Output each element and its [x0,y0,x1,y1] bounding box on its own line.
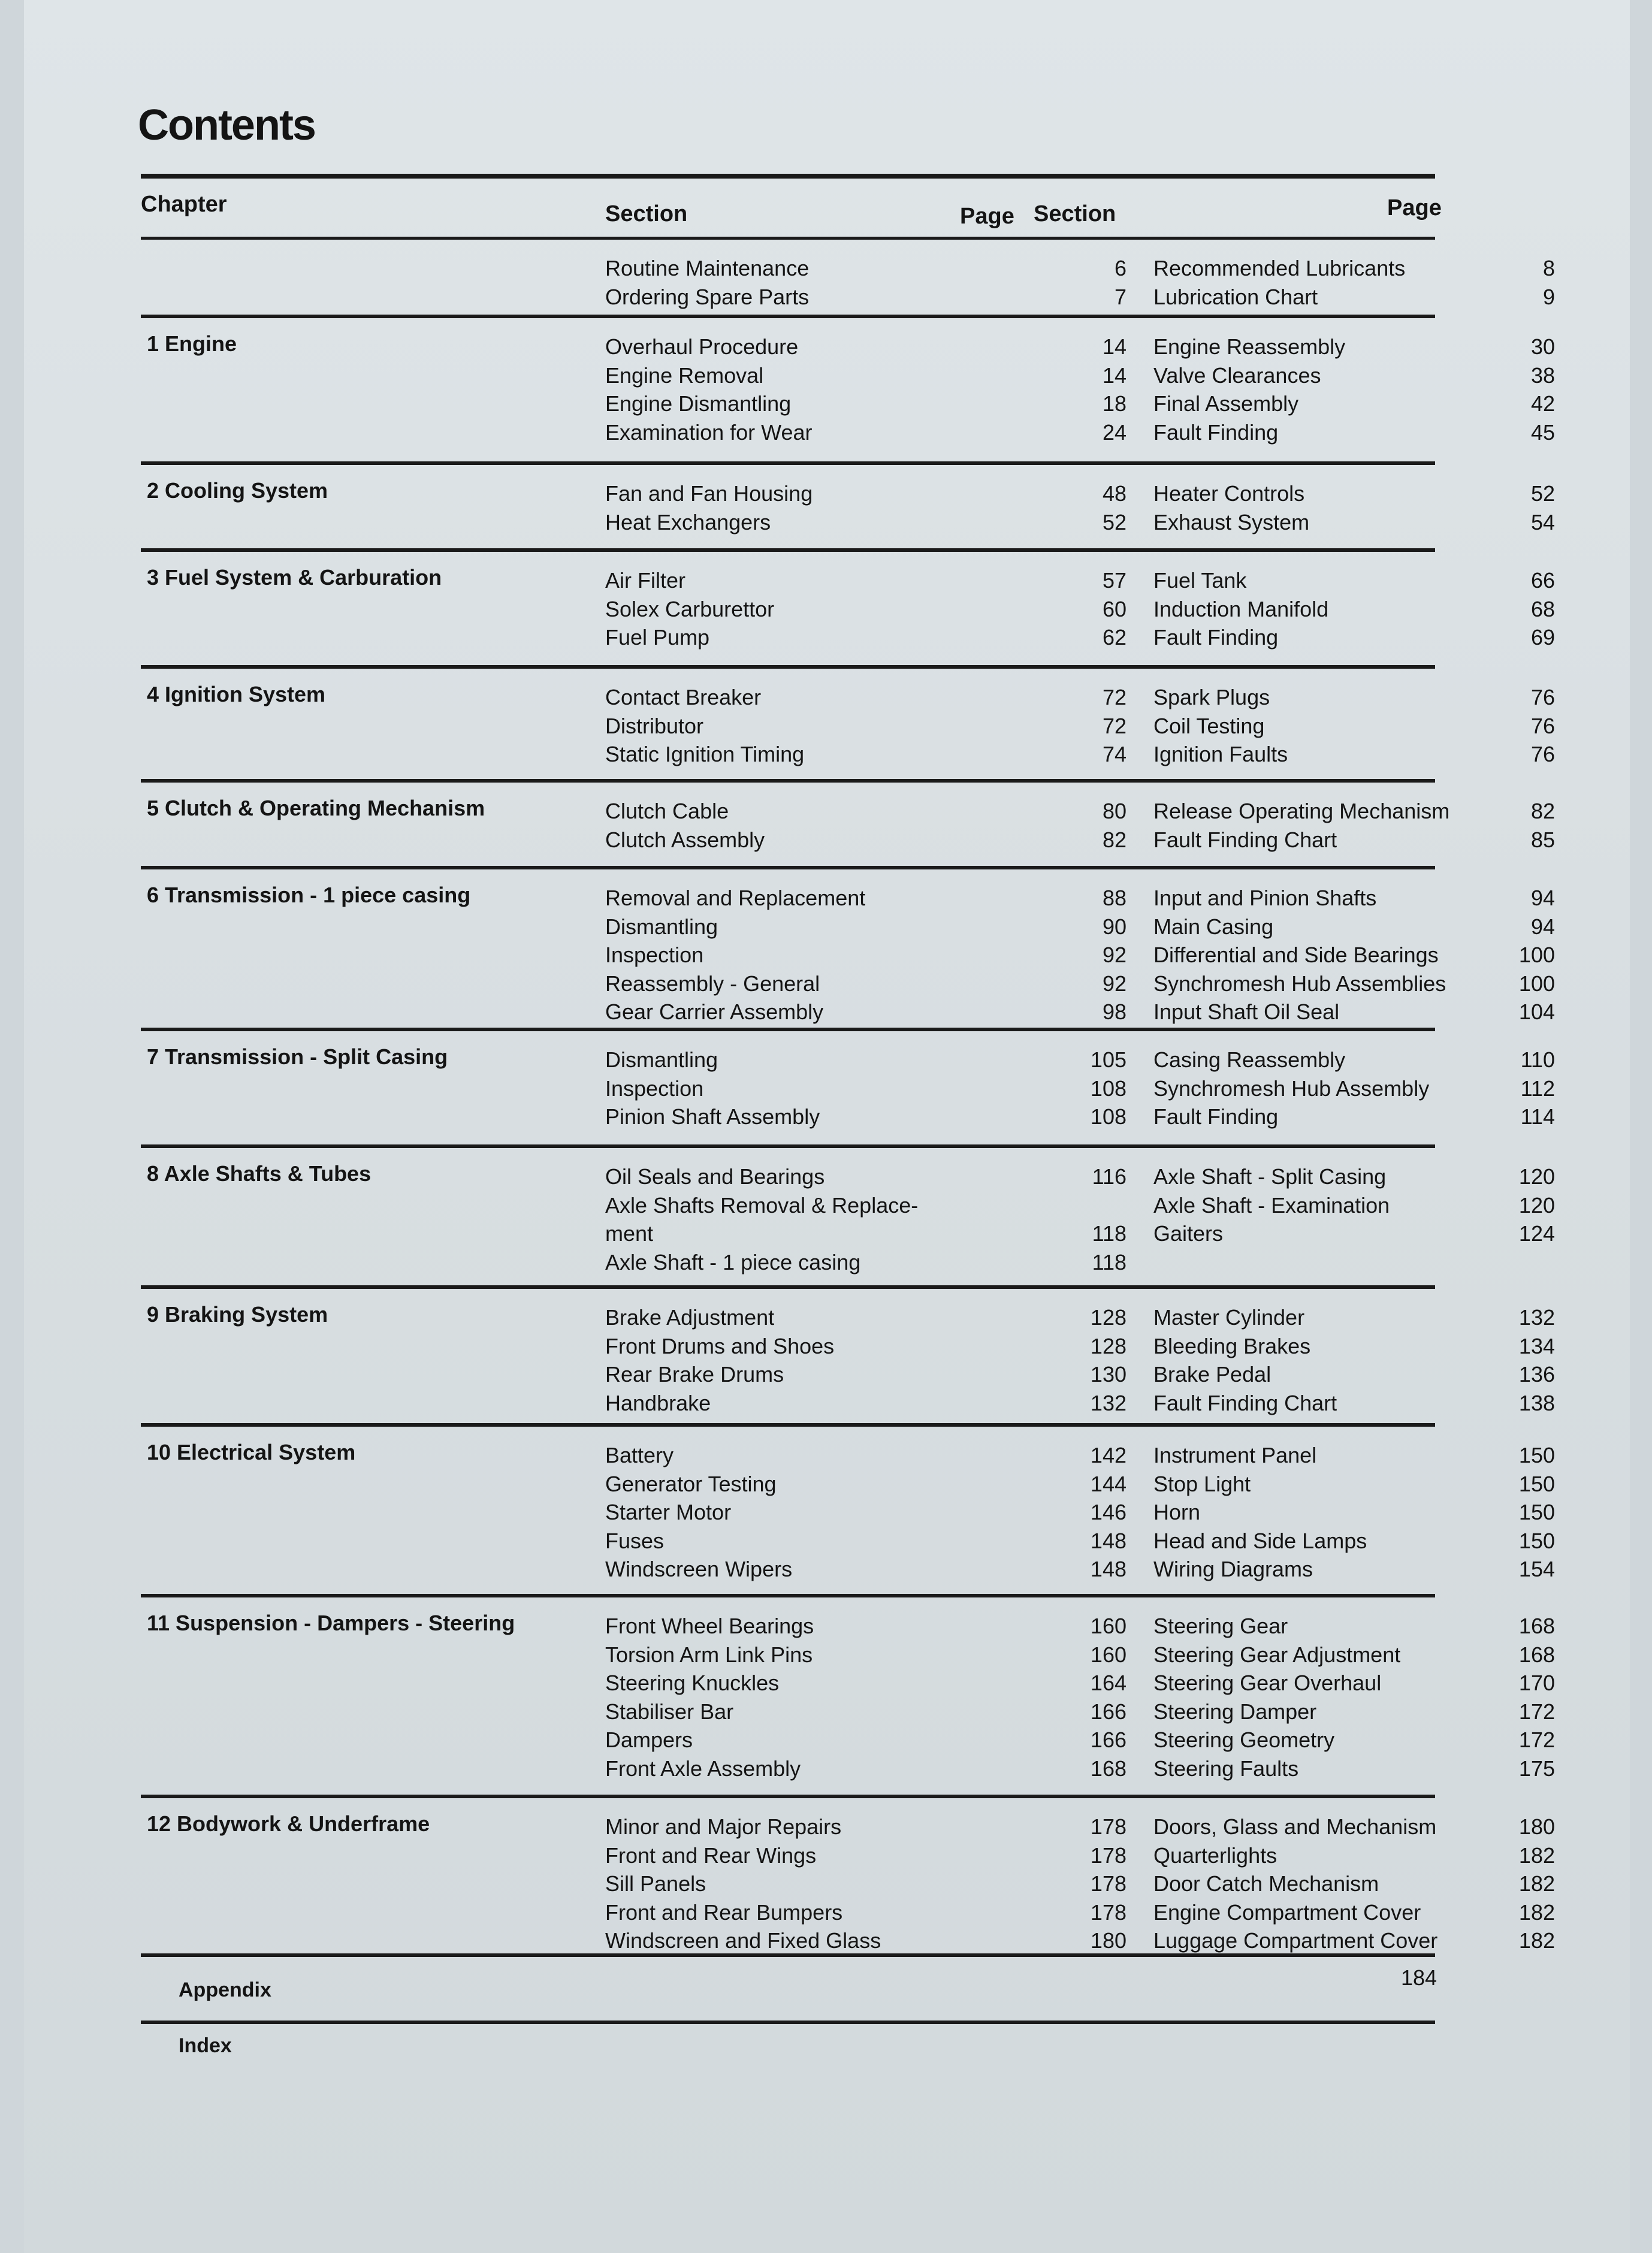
entry-title: Casing Reassembly [1153,1047,1346,1072]
entry-page: 178 [1090,1843,1126,1868]
chapter-title[interactable]: 1 Engine [147,331,237,356]
entry-page: 168 [1518,1614,1555,1638]
divider [141,2021,1435,2024]
entry-page: 172 [1518,1727,1555,1752]
entry-page: 150 [1518,1471,1555,1496]
entry-page: 104 [1518,999,1555,1024]
entry-page: 66 [1530,568,1555,593]
toc-entry[interactable] [1040,623,1555,652]
entry-page: 112 [1520,1076,1555,1101]
section-column-right [1040,333,1555,446]
entry-title: Axle Shaft - Split Casing [1153,1164,1387,1189]
entry-page: 146 [1090,1500,1126,1524]
entry-page: 130 [1090,1362,1126,1387]
entry-title: Coil Testing [1153,713,1265,738]
toc-entry[interactable] [1040,1303,1555,1332]
toc-entry[interactable] [1040,361,1555,390]
toc-entry[interactable] [1040,1555,1555,1584]
toc-entry[interactable] [1040,1498,1555,1527]
entry-title: Axle Shafts Removal & Replace- [605,1192,919,1218]
entry-page: 178 [1090,1899,1126,1925]
entry-title: Fuel Pump [605,625,710,650]
header-section-2: Section [1034,201,1116,226]
entry-page: 52 [1102,509,1126,534]
header-section: Section [605,201,688,226]
entry-page: 134 [1518,1333,1555,1358]
entry-page: 76 [1530,685,1555,709]
entry-page: 54 [1530,509,1555,534]
entry-title: Valve Clearances [1153,363,1321,388]
entry-page: 98 [1102,999,1126,1024]
entry-title: Spark Plugs [1153,685,1270,709]
entry-title: Front and Rear Bumpers [605,1899,843,1925]
entry-page: 76 [1530,742,1555,766]
toc-entry[interactable] [1040,508,1555,537]
entry-page: 160 [1090,1642,1126,1667]
index-label: Index [179,2034,232,2057]
section-column-right [1040,1303,1555,1417]
entry-page: 114 [1520,1104,1555,1129]
chapter-title[interactable]: 4 Ignition System [147,682,326,706]
entry-title: Brake Adjustment [605,1305,775,1330]
chapter-block [141,665,1555,766]
entry-page: 60 [1102,596,1126,621]
entry-page: 144 [1090,1471,1126,1496]
entry-page: 82 [1102,827,1126,852]
entry-page: 94 [1530,914,1555,939]
chapter-block [141,1285,1555,1415]
toc-entry[interactable] [1040,1669,1555,1698]
entry-page: 160 [1090,1614,1126,1638]
entry-page: 92 [1102,943,1126,967]
entry-title: Dismantling [605,914,718,939]
chapter-title[interactable]: 9 Braking System [147,1302,328,1327]
entry-page: 150 [1518,1528,1555,1553]
toc-entry[interactable] [1040,683,1555,712]
entry-page: 182 [1518,1843,1555,1868]
entry-title: Release Operating Mechanism [1153,799,1450,823]
entry-title: Contact Breaker [605,685,762,709]
chapter-block [141,548,1555,650]
toc-entry[interactable] [1040,1389,1555,1418]
entry-page: 166 [1090,1727,1126,1752]
entry-page: 180 [1090,1928,1126,1953]
entry-title: Steering Gear Overhaul [1153,1671,1382,1695]
entry-title: Exhaust System [1153,509,1310,534]
entry-title: Stabiliser Bar [605,1699,734,1724]
toc-entry[interactable] [1040,740,1555,769]
chapter-title[interactable]: 8 Axle Shafts & Tubes [147,1161,372,1186]
toc-entry[interactable] [1040,1813,1555,1841]
entry-page: 6 [1114,256,1126,280]
toc-entry[interactable] [1040,254,1555,283]
entry-page: 182 [1518,1928,1555,1953]
entry-title: Door Catch Mechanism [1153,1871,1379,1896]
toc-entry[interactable] [1040,1103,1555,1131]
section-column-right [1040,479,1555,536]
entry-title: Rear Brake Drums [605,1362,784,1387]
header-page-2: Page [1387,195,1442,221]
toc-entry[interactable] [605,1248,1126,1277]
entry-page: 142 [1090,1443,1126,1467]
entry-title: Fault Finding [1153,1104,1279,1129]
entry-title: Windscreen Wipers [605,1557,793,1581]
toc-entry[interactable] [1040,566,1555,595]
entry-title: Distributor [605,713,704,738]
divider [141,1953,1435,1957]
entry-title: Master Cylinder [1153,1305,1305,1330]
section-column-right [1040,1441,1555,1584]
entry-title: Examination for Wear [605,419,813,445]
entry-page: 30 [1530,334,1555,359]
section-column-right [1040,884,1555,1026]
toc-entry[interactable] [1040,418,1555,447]
toc-entry[interactable] [1040,1898,1555,1927]
entry-page: 18 [1102,391,1126,416]
entry-title: Generator Testing [605,1471,777,1496]
entry-title: Fault Finding Chart [1153,1390,1337,1415]
toc-entry[interactable] [1040,595,1555,624]
entry-title: Air Filter [605,568,685,593]
entry-page: 24 [1102,419,1126,445]
entry-page: 14 [1102,334,1126,359]
entry-page: 80 [1102,799,1126,823]
entry-title: Inspection [605,1076,704,1101]
entry-page: 14 [1102,363,1126,388]
entry-title: Front Drums and Shoes [605,1333,835,1358]
entry-page: 45 [1530,419,1555,445]
toc-entry[interactable] [1040,1527,1555,1556]
entry-page: 85 [1530,827,1555,852]
chapter-block [141,315,1555,445]
entry-page: 154 [1518,1557,1555,1581]
toc-entry[interactable] [1040,884,1555,913]
toc-entry[interactable] [1040,1926,1555,1955]
toc-entry[interactable] [1040,1046,1555,1074]
entry-title: Axle Shaft - Examination [1153,1192,1390,1218]
entry-page: 105 [1090,1047,1126,1072]
toc-entry[interactable] [1040,970,1555,998]
contents-page [24,0,1630,2253]
entry-title: Luggage Compartment Cover [1153,1928,1438,1953]
entry-page: 116 [1092,1164,1126,1189]
appendix-page: 184 [1401,1965,1437,1990]
entry-page: 168 [1090,1756,1126,1781]
entry-title: Gaiters [1153,1221,1224,1246]
chapter-title[interactable]: 10 Electrical System [147,1440,356,1464]
entry-title: Axle Shaft - 1 piece casing [605,1249,861,1275]
entry-title: Heater Controls [1153,481,1305,506]
entry-title: Engine Compartment Cover [1153,1899,1421,1925]
entry-page: 69 [1530,625,1555,650]
entry-page: 164 [1090,1671,1126,1695]
toc-entry[interactable] [1040,1698,1555,1726]
toc-entry[interactable] [1040,1191,1555,1220]
header-chapter: Chapter [141,192,227,217]
entry-page: 168 [1518,1642,1555,1667]
toc-entry[interactable] [1040,1870,1555,1898]
toc-entry[interactable] [1040,479,1555,508]
entry-page: 68 [1530,596,1555,621]
entry-title: Routine Maintenance [605,256,810,280]
entry-page: 38 [1530,363,1555,388]
entry-title: Synchromesh Hub Assembly [1153,1076,1430,1101]
toc-entry[interactable] [1040,1074,1555,1103]
chapter-block [141,866,1555,1024]
entry-page: 72 [1102,685,1126,709]
chapter-title[interactable]: 3 Fuel System & Carburation [147,565,442,590]
entry-page: 178 [1090,1871,1126,1896]
entry-page: 82 [1530,799,1555,823]
section-column-right [1040,1046,1555,1131]
entry-title: Quarterlights [1153,1843,1277,1868]
entry-title: Induction Manifold [1153,596,1329,621]
entry-page: 150 [1518,1500,1555,1524]
entry-title: Fuses [605,1528,665,1553]
entry-page: 170 [1518,1671,1555,1695]
entry-title: Engine Removal [605,363,764,388]
toc-entry[interactable] [1040,797,1555,826]
entry-title: Steering Faults [1153,1756,1299,1781]
entry-title: Solex Carburettor [605,596,775,621]
entry-page: 178 [1090,1814,1126,1839]
entry-title: Final Assembly [1153,391,1299,416]
entry-page: 172 [1518,1699,1555,1724]
toc-entry[interactable] [1040,1470,1555,1499]
section-column-right [1040,1612,1555,1783]
entry-page: 110 [1520,1047,1555,1072]
chapter-title[interactable]: 11 Suspension - Dampers - Steering [147,1611,515,1635]
entry-title: Starter Motor [605,1500,732,1524]
entry-title: Steering Gear [1153,1614,1288,1638]
entry-page: 120 [1518,1164,1555,1189]
entry-page: 132 [1090,1390,1126,1415]
toc-entry[interactable] [1040,712,1555,741]
entry-title: Fuel Tank [1153,568,1247,593]
toc-entry[interactable] [1040,913,1555,941]
section-column-right [1040,254,1555,311]
entry-page: 128 [1090,1305,1126,1330]
entry-title: Steering Geometry [1153,1727,1335,1752]
toc-entry[interactable] [1040,1332,1555,1361]
chapter-block [141,1594,1555,1781]
entry-page: 180 [1518,1814,1555,1839]
chapter-title[interactable]: 12 Bodywork & Underframe [147,1811,430,1836]
entry-title: Brake Pedal [1153,1362,1272,1387]
entry-title: Engine Dismantling [605,391,792,416]
entry-title: Dismantling [605,1047,718,1072]
toc-entry[interactable] [1040,1726,1555,1754]
entry-title: Heat Exchangers [605,509,771,534]
entry-page: 62 [1102,625,1126,650]
entry-title: Horn [1153,1500,1201,1524]
entry-title: Front and Rear Wings [605,1843,817,1868]
section-column-right [1040,683,1555,769]
entry-title: Lubrication Chart [1153,284,1318,309]
entry-page: 166 [1090,1699,1126,1724]
entry-title: Front Axle Assembly [605,1756,801,1781]
entry-page: 42 [1530,391,1555,416]
entry-page: 100 [1518,943,1555,967]
entry-page: 76 [1530,713,1555,738]
section-column-right [1040,1162,1555,1248]
entry-page: 175 [1518,1756,1555,1781]
entry-page: 136 [1518,1362,1555,1387]
page-title: Contents [138,101,315,149]
entry-page: 124 [1518,1221,1555,1246]
toc-entry[interactable] [1040,1441,1555,1470]
entry-page: 90 [1102,914,1126,939]
entry-title: Minor and Major Repairs [605,1814,842,1839]
entry-page: 148 [1090,1528,1126,1553]
entry-page: 48 [1102,481,1126,506]
entry-page: 148 [1090,1557,1126,1581]
entry-title: Overhaul Procedure [605,334,799,359]
entry-page: 72 [1102,713,1126,738]
entry-page: 182 [1518,1871,1555,1896]
toc-entry[interactable] [1040,1841,1555,1870]
chapter-block [141,1795,1555,1953]
entry-title: Inspection [605,943,704,967]
toc-entry[interactable] [1040,941,1555,970]
entry-page: 100 [1518,971,1555,996]
entry-page: 108 [1090,1076,1126,1101]
entry-title: Removal and Replacement [605,886,866,910]
entry-title: Sill Panels [605,1871,706,1896]
entry-title: Fan and Fan Housing [605,481,813,506]
entry-page: 118 [1092,1249,1126,1275]
entry-title: Fault Finding [1153,419,1279,445]
entry-title: Input and Pinion Shafts [1153,886,1377,910]
entry-page: 138 [1518,1390,1555,1415]
entry-title: ment [605,1221,654,1246]
entry-title: Oil Seals and Bearings [605,1164,825,1189]
entry-page: 88 [1102,886,1126,910]
entry-title: Ignition Faults [1153,742,1288,766]
entry-title: Clutch Assembly [605,827,765,852]
toc-entry[interactable] [1040,1360,1555,1389]
entry-title: Ordering Spare Parts [605,284,810,309]
entry-title: Gear Carrier Assembly [605,999,824,1024]
entry-title: Front Wheel Bearings [605,1614,814,1638]
toc-entry[interactable] [1040,998,1555,1026]
entry-title: Steering Gear Adjustment [1153,1642,1401,1667]
entry-title: Handbrake [605,1390,711,1415]
entry-title: Battery [605,1443,674,1467]
entry-title: Static Ignition Timing [605,742,805,766]
entry-title: Dampers [605,1727,693,1752]
entry-title: Steering Damper [1153,1699,1317,1724]
entry-page: 150 [1518,1443,1555,1467]
section-column-right [1040,566,1555,652]
entry-title: Reassembly - General [605,971,820,996]
entry-page: 7 [1114,284,1126,309]
entry-page: 92 [1102,971,1126,996]
entry-title: Differential and Side Bearings [1153,943,1439,967]
header-page: Page [960,204,1014,229]
toc-entry[interactable] [1040,1612,1555,1641]
chapter-block [141,1144,1555,1275]
toc-entry[interactable] [1040,1754,1555,1783]
toc-entry[interactable] [1040,333,1555,361]
entry-title: Windscreen and Fixed Glass [605,1928,881,1953]
toc-entry[interactable] [1040,283,1555,312]
section-column-right [1040,797,1555,854]
entry-title: Stop Light [1153,1471,1251,1496]
appendix-label: Appendix [179,1979,271,2001]
entry-page: 57 [1102,568,1126,593]
chapter-block [141,779,1555,852]
table-header [141,174,1442,240]
entry-page: 120 [1518,1192,1555,1218]
entry-title: Engine Reassembly [1153,334,1346,359]
entry-page: 128 [1090,1333,1126,1358]
entry-page: 118 [1092,1221,1126,1246]
entry-title: Clutch Cable [605,799,729,823]
entry-title: Doors, Glass and Mechanism [1153,1814,1437,1839]
chapter-title[interactable]: 5 Clutch & Operating Mechanism [147,796,485,820]
entry-title: Pinion Shaft Assembly [605,1104,820,1129]
chapter-title[interactable]: 6 Transmission - 1 piece casing [147,883,471,907]
chapter-block [141,461,1555,534]
toc-entry[interactable] [1040,826,1555,854]
entry-title: Wiring Diagrams [1153,1557,1313,1581]
chapter-title[interactable]: 2 Cooling System [147,478,328,503]
entry-title: Synchromesh Hub Assemblies [1153,971,1446,996]
entry-page: 108 [1090,1104,1126,1129]
chapter-block [141,1423,1555,1581]
entry-title: Recommended Lubricants [1153,256,1406,280]
entry-page: 52 [1530,481,1555,506]
toc-entry[interactable] [1040,1641,1555,1669]
toc-entry[interactable] [1040,389,1555,418]
entry-title: Head and Side Lamps [1153,1528,1367,1553]
entry-page: 9 [1542,284,1555,309]
entry-title: Torsion Arm Link Pins [605,1642,813,1667]
entry-page: 132 [1518,1305,1555,1330]
entry-page: 74 [1102,742,1126,766]
chapter-block [141,1028,1555,1129]
section-column-right [1040,1813,1555,1955]
entry-page: 182 [1518,1899,1555,1925]
toc-entry[interactable] [1040,1162,1555,1191]
entry-title: Main Casing [1153,914,1274,939]
entry-title: Fault Finding Chart [1153,827,1337,852]
entry-title: Fault Finding [1153,625,1279,650]
entry-page: 94 [1530,886,1555,910]
toc-entry[interactable] [1040,1219,1555,1248]
entry-title: Steering Knuckles [605,1671,780,1695]
entry-title: Instrument Panel [1153,1443,1317,1467]
entry-title: Input Shaft Oil Seal [1153,999,1340,1024]
entry-title: Bleeding Brakes [1153,1333,1311,1358]
chapter-title[interactable]: 7 Transmission - Split Casing [147,1044,448,1069]
entry-page: 8 [1542,256,1555,280]
